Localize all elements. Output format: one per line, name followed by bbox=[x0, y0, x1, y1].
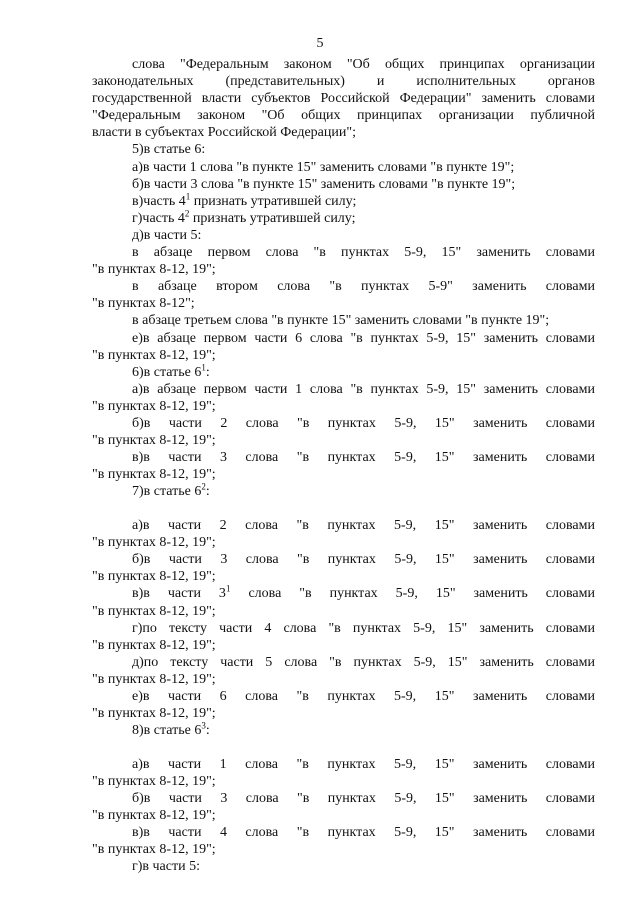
superscript: 3 bbox=[201, 720, 206, 731]
text-line: а)в части 1 слова "в пункте 15" заменить словами "в пункте 19"; bbox=[132, 159, 515, 175]
text-line: б)в части 3 слова "в пунктах 5-9, 15" заменить словами bbox=[132, 552, 595, 568]
item-heading: 6)в статье $6^1$: bbox=[132, 362, 210, 380]
text-line: законодательных (представительных) и исполнительных органов bbox=[92, 74, 595, 90]
text-line: г)часть $4^2$ признать утратившей силу; bbox=[132, 208, 356, 226]
document-body bbox=[92, 56, 595, 876]
text-line: власти в субъектах Российской Федерации"; bbox=[92, 125, 356, 141]
text-line: а)в части 1 слова "в пунктах 5-9, 15" заменить словами bbox=[132, 756, 595, 772]
superscript: 1 bbox=[185, 191, 191, 202]
text-line: "в пунктах 8-12, 19"; bbox=[92, 842, 216, 858]
text-line: б)в части 2 слова "в пунктах 5-9, 15" заменить словами bbox=[132, 415, 595, 431]
text-line: "в пунктах 8-12, 19"; bbox=[92, 808, 216, 824]
text-line: "в пунктах 8-12, 19"; bbox=[92, 706, 216, 722]
text-line: "в пунктах 8-12, 19"; bbox=[92, 603, 216, 619]
item-heading: 7)в статье $6^2$: bbox=[132, 481, 210, 500]
text-line: слова "Федеральным законом "Об общих принципах организации bbox=[132, 57, 595, 72]
superscript: 1 bbox=[201, 362, 206, 373]
superscript: 2 bbox=[184, 208, 190, 219]
text-line: "в пунктах 8-12, 19"; bbox=[92, 262, 216, 278]
text-line: д)в части 5: bbox=[132, 227, 202, 243]
text-line: "в пунктах 8-12, 19"; bbox=[92, 467, 216, 483]
item-heading: 8)в статье $6^3$: bbox=[132, 720, 210, 739]
text-line: в абзаце втором слова "в пунктах 5-9" заменить словами bbox=[132, 279, 595, 295]
text-line: "в пунктах 8-12, 19"; bbox=[92, 347, 216, 363]
text-line: "в пунктах 8-12, 19"; bbox=[92, 569, 216, 585]
text-line: "в пунктах 8-12, 19"; bbox=[92, 535, 216, 551]
text-line: "в пунктах 8-12, 19"; bbox=[92, 773, 216, 789]
text-line: б)в части 3 слова "в пунктах 5-9, 15" заменить словами bbox=[132, 791, 595, 807]
text-line: а)в части 2 слова "в пунктах 5-9, 15" заменить словами bbox=[132, 518, 595, 534]
text-line: в абзаце первом слова "в пунктах 5-9, 15" заменить словами bbox=[132, 245, 595, 261]
text-line: "в пунктах 8-12, 19"; bbox=[92, 433, 216, 449]
superscript: 1 bbox=[225, 583, 231, 594]
text-line: "в пунктах 8-12, 19"; bbox=[92, 637, 216, 653]
superscript: 2 bbox=[201, 481, 206, 492]
text-line: е)в абзаце первом части 6 слова "в пунктах 5-9, 15" заменить словами bbox=[132, 330, 595, 346]
text-line: в)в части 3 слова "в пунктах 5-9, 15" заменить словами bbox=[132, 450, 595, 466]
page-number: 5 bbox=[316, 36, 324, 51]
text-line: государственной власти субъектов Российской Федерации" заменить словами bbox=[92, 91, 595, 107]
text-line: "в пунктах 8-12, 19"; bbox=[92, 671, 216, 687]
text-line: г)в части 5: bbox=[132, 859, 200, 875]
text-line: "в пунктах 8-12"; bbox=[92, 296, 195, 312]
text-line: д)по тексту части 5 слова "в пунктах 5-9, 15" заменить словами bbox=[132, 654, 595, 670]
text-line: "Федеральным законом "Об общих принципах организации публичной bbox=[92, 108, 595, 124]
text-line: б)в части 3 слова "в пункте 15" заменить словами "в пункте 19"; bbox=[132, 176, 516, 192]
text-line: е)в части 6 слова "в пунктах 5-9, 15" заменить словами bbox=[132, 688, 595, 704]
item-heading: 5)в статье 6: bbox=[132, 142, 206, 158]
paragraph-gap bbox=[92, 739, 595, 756]
text-line: г)по тексту части 4 слова "в пунктах 5-9, 15" заменить словами bbox=[132, 620, 595, 636]
text-line: а)в абзаце первом части 1 слова "в пунктах 5-9, 15" заменить словами bbox=[132, 381, 595, 397]
text-line: в абзаце третьем слова "в пункте 15" заменить словами "в пункте 19"; bbox=[132, 313, 550, 329]
text-line: в)в части 4 слова "в пунктах 5-9, 15" заменить словами bbox=[132, 825, 595, 841]
paragraph-gap bbox=[92, 500, 595, 517]
text-line: в)часть $4^1$ признать утратившей силу; bbox=[132, 191, 357, 209]
text-line: "в пунктах 8-12, 19"; bbox=[92, 398, 216, 414]
text-line: в)в части $3^1$ слова "в пунктах 5-9, 15" заменить словами bbox=[132, 583, 595, 602]
